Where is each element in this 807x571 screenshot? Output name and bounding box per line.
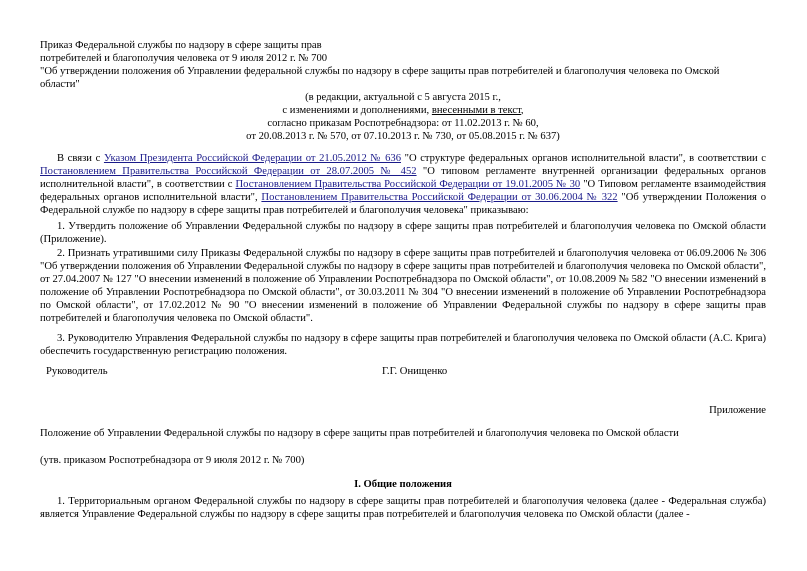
link-resolution-30[interactable]: Постановлением Правительства Российской Федерации от 19.01.2005 № 30 xyxy=(235,178,581,190)
item-3-paragraph: 3. Руководителю Управления Федеральной службы по надзору в сфере защиты прав потребителей и благополучия человека по Омской области (А.С. Крига) обеспечить государственную регистрацию положения. xyxy=(40,333,766,357)
preamble-text-5: "Об утверждении Положения о Федеральной службе по надзору в сфере защиты прав потребителей и благополучия человека" приказываю: xyxy=(40,191,767,216)
section-heading: I. Общие положения xyxy=(354,479,452,490)
link-resolution-452[interactable]: Постановлением Правительства Российской Федерации от 28.07.2005 № 452 xyxy=(40,165,417,177)
header-line-1: Приказ Федеральной службы по надзору в сфере защиты прав xyxy=(40,40,322,51)
appendix-title: Положение об Управлении Федеральной службы по надзору в сфере защиты прав потребителей и благополучия человека по Омской области xyxy=(40,428,679,439)
preamble-text-3: "О типовом регламенте внутренней организации федеральных органов исполнительной власти", в соответствии с xyxy=(40,165,766,190)
signature-role: Руководитель xyxy=(46,366,108,377)
edition-line-4: от 20.08.2013 г. № 570, от 07.10.2013 г. № 730, от 05.08.2015 г. № 637) xyxy=(246,130,560,142)
edition-line-2-post: , xyxy=(520,104,524,116)
appendix-approved-note: (утв. приказом Роспотребнадзора от 9 июля 2012 г. № 700) xyxy=(40,455,305,466)
edition-note xyxy=(40,92,766,144)
edition-line-1: (в редакции, актуальной с 5 августа 2015 г., xyxy=(305,92,501,103)
edition-line-2-pre: с изменениями и дополнениями, xyxy=(282,104,432,116)
preamble-text-2: "О структуре федеральных органов исполнительной власти", в соответствии с xyxy=(401,153,766,164)
item-2-paragraph: 2. Признать утратившими силу Приказы Федеральной службы по надзору в сфере защиты прав потребителей и благополучия человека от 06.09.2006 № 306 "Об утверждении положения об Управлении Федеральной службы по надзору в сфере защиты прав потребителей и благополучия человека по Омской области", от 27.04.2007 № 127 "О внесении изменений в положение об Управлении Роспотребнадзора по Омской области", от 10.08.2009 № 582 "О внесении изменений в положение об Управлении Роспотребнадзора по Омской области", от 30.03.2011 № 304 "О внесении изменений в положение об Управлении Роспотребнадзора по Омской области", от 17.02.2012 № 90 "О внесении изменений в положение об Управлении Федеральной службы по надзору в сфере защиты прав потребителей и благополучия человека по Омской области". xyxy=(40,248,766,324)
header-line-2: потребителей и благополучия человека от 9 июля 2012 г. № 700 xyxy=(40,52,328,64)
section-1-paragraph: 1. Территориальным органом Федеральной службы по надзору в сфере защиты прав потребителей и благополучия человека (далее - Федеральная служба) является Управление Федеральной службы по надзору в сфере защиты прав потребителей и благополучия человека по Омской области (далее - xyxy=(40,496,766,520)
document-header xyxy=(40,40,766,92)
signature-name: Г.Г. Онищенко xyxy=(382,366,448,377)
item-1-paragraph: 1. Утвердить положение об Управлении Федеральной службы по надзору в сфере защиты прав потребителей и благополучия человека по Омской области (Приложение). xyxy=(40,221,766,245)
edition-link-amendments[interactable]: внесенными в текст xyxy=(431,104,521,116)
link-resolution-322[interactable]: Постановлением Правительства Российской Федерации от 30.06.2004 № 322 xyxy=(261,191,618,203)
appendix-label: Приложение xyxy=(709,405,766,416)
preamble-text-1: В связи с xyxy=(57,153,104,164)
edition-line-3: согласно приказам Роспотребнадзора: от 11.02.2013 г. № 60, xyxy=(267,117,539,129)
link-decree-636[interactable]: Указом Президента Российской Федерации от 21.05.2012 № 636 xyxy=(103,153,401,164)
header-line-3: "Об утверждении положения об Управлении федеральной службы по надзору в сфере защиты прав потребителей и благополучия человека по Омской xyxy=(40,65,720,77)
edition-line-2 xyxy=(40,105,766,118)
preamble-paragraph xyxy=(40,153,766,218)
preamble-text-4: "О Типовом регламенте взаимодействия федеральных органов исполнительной власти", xyxy=(40,178,766,203)
header-line-4: области" xyxy=(40,78,80,90)
